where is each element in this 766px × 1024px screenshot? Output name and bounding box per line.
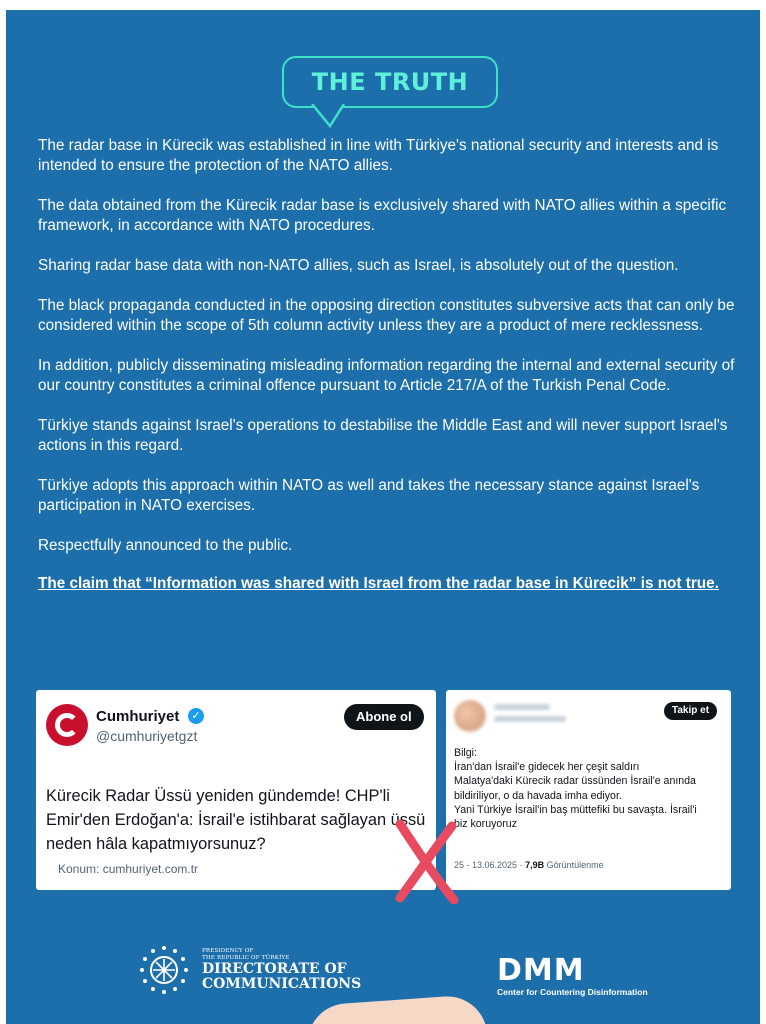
verified-badge-icon: ✓ xyxy=(188,708,204,724)
cumhuriyet-logo-icon xyxy=(55,713,79,737)
directorate-title xyxy=(202,962,361,992)
dmm-subtitle: Center for Countering Disinformation xyxy=(497,987,648,997)
paragraph: Sharing radar base data with non-NATO allies, such as Israel, is absolutely out of the question. xyxy=(38,257,679,274)
account-handle: @cumhuriyetgzt xyxy=(96,728,198,744)
blurred-name xyxy=(494,704,550,710)
announcement-panel xyxy=(6,10,760,1024)
directorate-subtitle-line: THE REPUBLIC OF TÜRKİYE xyxy=(202,955,290,961)
directorate-emblem-icon xyxy=(134,942,194,998)
directorate-subtitle-line: PRESIDENCY OF xyxy=(202,948,254,954)
paragraph: Respectfully announced to the public. xyxy=(38,537,293,554)
tweet-text: Kürecik Radar Üssü yeniden gündemde! CHP'li Emir'den Erdoğan'a: İsrail'e istihbarat sağlayan üssü neden hâla kapatmıyorsunuz? xyxy=(46,787,426,853)
tweet-screenshot-cumhuriyet xyxy=(36,690,436,890)
tweet-line: İran'dan İsrail'e gidecek her çeşit saldırı xyxy=(454,761,640,774)
tweet-text xyxy=(454,746,726,831)
paragraph: Türkiye adopts this approach within NATO as well and takes the necessary stance against Israel's participation in NATO exercises. xyxy=(38,477,700,514)
claim-statement: The claim that “Information was shared with Israel from the radar base in Kürecik” is not true. xyxy=(38,575,719,592)
follow-button[interactable]: Abone ol xyxy=(344,704,424,730)
tweet-line: bildiriliyor, o da havada imha ediyor. xyxy=(454,789,622,802)
paragraph: The radar base in Kürecik was established in line with Türkiye's national security and interests and is intended to ensure the protection of the NATO allies. xyxy=(38,137,719,174)
blurred-handle xyxy=(494,716,566,722)
tweet-views: 7,9B xyxy=(525,860,545,870)
tweet-screenshot-reply xyxy=(446,690,731,890)
speech-bubble-tail-icon xyxy=(310,104,350,128)
directorate-title-line: COMMUNICATIONS xyxy=(202,976,362,992)
dmm-logo: DMM xyxy=(497,953,585,988)
statement-body xyxy=(38,136,738,594)
paragraph: Türkiye stands against Israel's operations to destabilise the Middle East and will never support Israel's actions in this regard. xyxy=(38,417,728,454)
tweet-date: 25 - 13.06.2025 · xyxy=(454,860,526,870)
paragraph: The data obtained from the Kürecik radar base is exclusively shared with NATO allies within a specific framework, in accordance with NATO procedures. xyxy=(38,197,727,234)
tweet-meta xyxy=(454,860,604,870)
avatar xyxy=(46,704,88,746)
speech-bubble xyxy=(282,56,498,108)
account-name: Cumhuriyet xyxy=(96,708,180,725)
tweet-line: Bilgi: xyxy=(454,747,477,759)
tweet-location: Konum: cumhuriyet.com.tr xyxy=(58,862,199,876)
tweet-views-label: Görüntülenme xyxy=(544,860,604,870)
paragraph: The black propaganda conducted in the opposing direction constitutes subversive acts that can only be considered within the scope of 5th column activity unless they are a product of mere recklessness. xyxy=(38,297,735,334)
directorate-subtitle xyxy=(202,948,290,962)
red-cross-icon xyxy=(394,818,460,904)
follow-button[interactable]: Takip et xyxy=(664,702,717,720)
tweet-line: Malatya'daki Kürecik radar üssünden İsrail'e anında xyxy=(454,775,696,788)
blurred-avatar xyxy=(454,700,486,732)
paragraph: In addition, publicly disseminating misleading information regarding the internal and external security of our country constitutes a criminal offence pursuant to Article 217/A of the Turkish Penal Code. xyxy=(38,357,735,394)
truth-badge xyxy=(282,56,498,128)
directorate-title-line: DIRECTORATE OF xyxy=(202,961,347,977)
decorative-hand xyxy=(305,994,487,1024)
badge-label: THE TRUTH xyxy=(311,68,469,96)
tweet-line: biz koruyoruz xyxy=(454,818,517,831)
tweet-line: Yani Türkiye İsrail'in baş müttefiki bu savaşta. İsrail'i xyxy=(454,803,697,816)
